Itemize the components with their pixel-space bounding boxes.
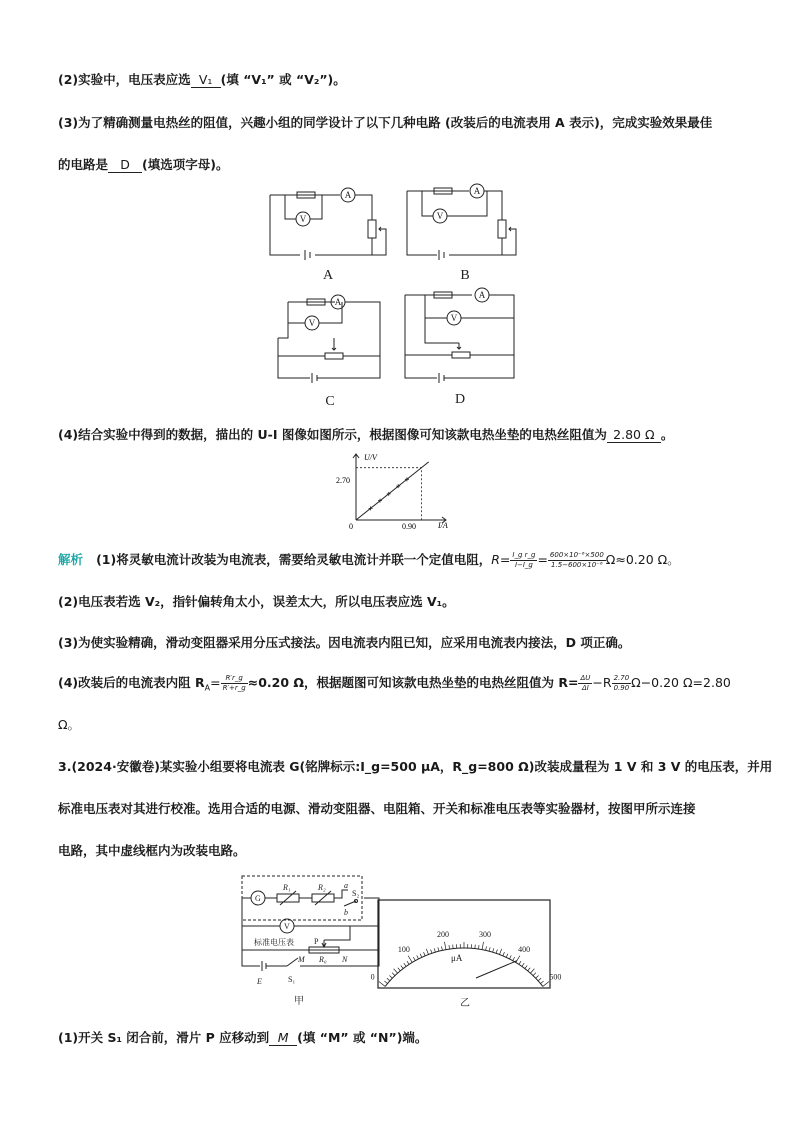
dial-tick bbox=[394, 969, 398, 973]
dial-tick bbox=[533, 973, 536, 976]
analysis-p3: (3)为使实验精确，滑动变阻器采用分压式接法。因电流表内阻已知，应采用电流表内接法，D 项正确。 bbox=[58, 635, 631, 650]
question-2 bbox=[58, 70, 346, 88]
dial-tick bbox=[503, 952, 505, 956]
dial-tick bbox=[493, 948, 494, 952]
fraction-den: 0.90 bbox=[613, 684, 630, 692]
formula-r: R= bbox=[491, 552, 511, 567]
ammeter-label: A bbox=[473, 186, 481, 196]
dial-tick bbox=[438, 947, 439, 951]
dial-tick-label: 200 bbox=[437, 929, 450, 939]
terminal-b: b bbox=[344, 908, 348, 917]
analysis-p4-tail: Ω−0.20 Ω=2.80 bbox=[631, 675, 731, 690]
fraction-num: I_g r_g bbox=[512, 551, 536, 559]
last-question bbox=[58, 1028, 427, 1046]
dial-tick bbox=[420, 954, 422, 958]
equals-sign: = bbox=[210, 675, 221, 690]
voltmeter-label: V bbox=[450, 313, 458, 323]
analysis-p1-text: (1)将灵敏电流计改装为电流表，需要给灵敏电流计并联一个定值电阻， bbox=[96, 552, 492, 567]
figure-yi-caption: 乙 bbox=[460, 998, 470, 1009]
figure-jia-circuit bbox=[232, 870, 372, 1010]
y-axis-label: U/V bbox=[364, 453, 377, 462]
dial-tick bbox=[398, 968, 401, 971]
circuit-b bbox=[407, 184, 516, 260]
analysis-p4-mid: ≈0.20 Ω，根据题图可知该款电热坐垫的电热丝阻值为 R= bbox=[247, 675, 579, 690]
dial-tick bbox=[413, 957, 415, 960]
fraction-den: ΔI bbox=[582, 684, 589, 692]
fraction-num: 2.70 bbox=[613, 674, 630, 682]
fit-line bbox=[356, 462, 429, 520]
q4-answer: 2.80 Ω bbox=[607, 427, 661, 443]
q3-answer: D bbox=[108, 157, 142, 173]
dial-tick bbox=[530, 969, 534, 973]
fraction-num: 600×10⁻⁶×500 bbox=[549, 551, 604, 559]
last-q-text-after: (填 “M” 或 “N”)端。 bbox=[297, 1030, 428, 1045]
slider-p-label: P bbox=[314, 937, 319, 946]
dial-tick bbox=[496, 950, 497, 954]
dial-tick bbox=[424, 952, 426, 956]
q2-answer: V₁ bbox=[191, 72, 221, 88]
dial-tick bbox=[543, 982, 549, 987]
dial-tick-label: 400 bbox=[518, 944, 531, 954]
dial-tick bbox=[401, 965, 403, 968]
dial-tick bbox=[445, 942, 446, 950]
circuit-label-a: A bbox=[322, 268, 334, 283]
x-axis-label: I/A bbox=[438, 521, 448, 530]
fraction bbox=[510, 551, 537, 570]
voltmeter-label: V bbox=[299, 214, 307, 224]
s1-label: S₁ bbox=[288, 975, 296, 984]
analysis-p4-end: Ω。 bbox=[58, 717, 81, 732]
dial-tick bbox=[478, 945, 479, 949]
next-question-line1: 3.(2024·安徽卷)某实验小组要将电流表 G(铭牌标示:I_g=500 μA，R_g=800 Ω)改装成量程为 1 V 和 3 V 的电压表，并用 bbox=[58, 759, 773, 774]
dial-tick-label: 500 bbox=[549, 972, 562, 982]
dial-tick bbox=[506, 954, 508, 958]
circuit-c bbox=[278, 295, 380, 383]
galvanometer-label: G bbox=[255, 894, 261, 903]
dial-tick bbox=[404, 963, 406, 966]
next-question-line2: 标准电压表对其进行校准。选用合适的电源、滑动变阻器、电阻箱、开关和标准电压表等实验器材，按图甲所示连接 bbox=[58, 801, 696, 816]
fraction bbox=[548, 551, 606, 570]
dial-tick bbox=[541, 981, 544, 984]
dial-pointer bbox=[476, 961, 517, 978]
q4-text: (4)结合实验中得到的数据，描出的 U-I 图像如图所示，根据图像可知该款电热坐垫的电热丝阻值为 bbox=[58, 427, 607, 442]
fraction-num: ΔU bbox=[580, 674, 591, 682]
s2-label: S₂ bbox=[352, 889, 360, 898]
dial-tick bbox=[407, 961, 409, 964]
dial-tick bbox=[522, 963, 524, 966]
dial-tick bbox=[389, 975, 392, 978]
dial-tick bbox=[528, 968, 531, 971]
dial-tick bbox=[482, 942, 483, 950]
ammeter-label: A bbox=[334, 297, 342, 307]
fraction-den: R′+r_g bbox=[222, 684, 246, 692]
voltmeter-label: V bbox=[308, 318, 316, 328]
terminal-a: a bbox=[344, 881, 348, 890]
fraction bbox=[578, 674, 592, 693]
standard-voltmeter-label: 标准电压表 bbox=[254, 938, 294, 947]
dial-tick-label: 300 bbox=[478, 929, 491, 939]
r1-label: R₁ bbox=[283, 883, 291, 892]
fraction-den: I−I_g bbox=[514, 561, 533, 569]
dial-tick bbox=[500, 949, 502, 955]
analysis-p4-text: (4)改装后的电流表内阻 R bbox=[58, 675, 205, 690]
dial-tick bbox=[538, 978, 541, 981]
fraction bbox=[221, 674, 248, 693]
dial-tick bbox=[434, 948, 435, 952]
minus-r: −R bbox=[592, 675, 612, 690]
analysis-p2: (2)电压表若选 V₂，指针偏转角太小，误差太大，所以电压表应选 V₁。 bbox=[58, 594, 455, 609]
ammeter-label: A bbox=[478, 290, 486, 300]
q2-text: (2)实验中，电压表应选 bbox=[58, 72, 191, 87]
question-3-line2 bbox=[58, 155, 228, 173]
terminal-m: M bbox=[298, 955, 305, 964]
dial-tick bbox=[509, 955, 511, 959]
last-q-text: (1)开关 S₁ 闭合前，滑片 P 应移动到 bbox=[58, 1030, 270, 1045]
circuit-label-c: C bbox=[325, 394, 335, 409]
dial-tick-label: 100 bbox=[397, 944, 410, 954]
subscript: A bbox=[204, 683, 211, 693]
analysis-p4 bbox=[58, 673, 731, 693]
question-3-line1: (3)为了精确测量电热丝的阻值，兴趣小组的同学设计了以下几种电路 (改装后的电流表用 A 表示)，完成实验效果最佳 bbox=[58, 115, 713, 130]
r2-label: R₂ bbox=[318, 883, 326, 892]
analysis-label: 解析 bbox=[58, 552, 84, 567]
dial-tick bbox=[387, 978, 390, 981]
q3-text: 的电路是 bbox=[58, 157, 109, 172]
question-4 bbox=[58, 425, 673, 443]
analysis-p1 bbox=[58, 550, 680, 570]
q3-text-after: (填选项字母)。 bbox=[142, 157, 229, 172]
circuit-label-d: D bbox=[454, 392, 466, 407]
dial-tick bbox=[442, 946, 443, 950]
dial-tick bbox=[525, 965, 527, 968]
origin-label: 0 bbox=[349, 522, 353, 531]
dial-tick bbox=[449, 945, 450, 949]
voltmeter-v-label: V bbox=[284, 922, 290, 931]
circuit-a bbox=[270, 188, 386, 260]
figure-jia-caption: 甲 bbox=[294, 996, 304, 1007]
figure-yi-meter bbox=[370, 898, 562, 1010]
analysis-p1-result: Ω≈0.20 Ω。 bbox=[605, 552, 680, 567]
dial-tick bbox=[536, 975, 539, 978]
dial-tick bbox=[486, 946, 487, 950]
u-i-graph bbox=[336, 450, 466, 530]
fraction-den: 1.5−600×10⁻⁶ bbox=[551, 561, 603, 569]
dial-tick bbox=[392, 973, 395, 976]
circuit-label-b: B bbox=[460, 268, 470, 283]
fraction-num: R′r_g bbox=[221, 674, 248, 684]
last-q-answer: M bbox=[269, 1030, 297, 1046]
meter-unit: μA bbox=[451, 953, 463, 963]
dial-tick bbox=[408, 956, 412, 963]
voltmeter-label: V bbox=[436, 211, 444, 221]
circuit-d bbox=[405, 288, 514, 383]
dial-tick bbox=[379, 982, 385, 987]
next-question-line3: 电路，其中虚线框内为改装电路。 bbox=[58, 843, 246, 858]
dial-tick bbox=[489, 947, 490, 951]
x-tick-label: 0.90 bbox=[402, 522, 416, 531]
dial-tick-label: 0 bbox=[370, 972, 375, 982]
dial-tick bbox=[384, 981, 387, 984]
equals-sign: = bbox=[537, 552, 548, 567]
q4-text-after: 。 bbox=[660, 427, 674, 442]
battery-e-label: E bbox=[257, 977, 262, 986]
y-tick-label: 2.70 bbox=[336, 476, 350, 485]
dial-tick bbox=[417, 955, 419, 959]
q2-text-after: (填 “V₁” 或 “V₂”)。 bbox=[220, 72, 346, 87]
dial-tick bbox=[519, 961, 521, 964]
r0-label: R₀ bbox=[319, 955, 327, 964]
dial-tick bbox=[513, 957, 515, 960]
terminal-n: N bbox=[342, 955, 348, 964]
fraction bbox=[612, 674, 632, 693]
ammeter-label: A bbox=[344, 190, 352, 200]
dial-tick bbox=[431, 950, 432, 954]
circuit-options-figure bbox=[260, 183, 530, 408]
dial-tick bbox=[426, 949, 428, 955]
